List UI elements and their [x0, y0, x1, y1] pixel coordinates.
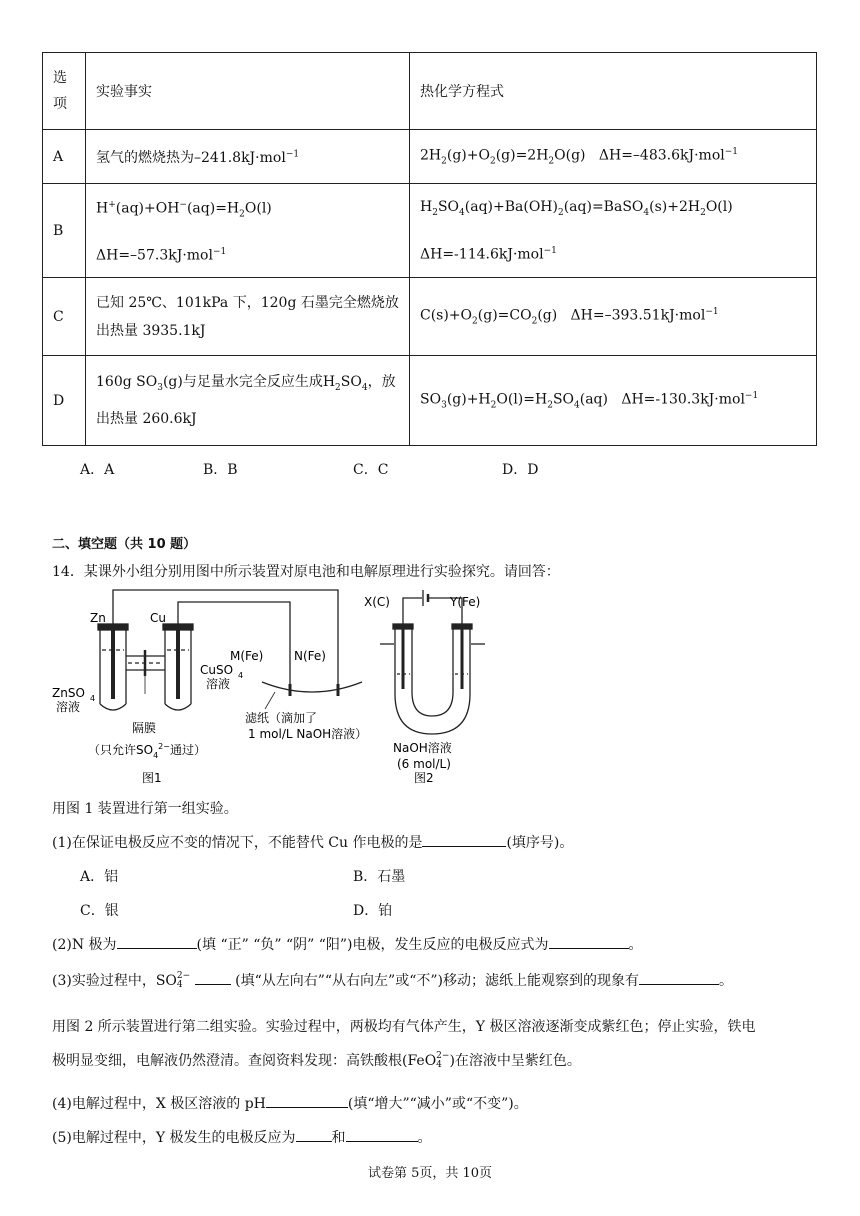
fig1-caption: 图1	[142, 771, 162, 785]
label-membrane-note: （只允许$SO_4^{2-}$通过）	[88, 742, 206, 760]
options-table	[42, 52, 817, 446]
row-a-fact: 氢气的燃烧热为–241.8kJ·mol$^{-1}$	[86, 130, 410, 184]
label-naoh: NaOH溶液	[393, 741, 452, 755]
answer-blank-3a[interactable]	[195, 970, 231, 985]
fig2-caption: 图2	[414, 771, 434, 785]
label-cuso4: CuSO	[200, 663, 234, 677]
part-note-2a: 用图 2 所示装置进行第二组实验。实验过程中，两极均有气体产生，Y 极区溶液逐渐变成紫红色；停止实验，铁电	[52, 1019, 756, 1035]
label-cu: Cu	[150, 611, 166, 625]
page-footer: 试卷第 5页，共 10页	[367, 1166, 493, 1181]
option-b[interactable]: B．石墨	[353, 869, 406, 885]
row-c-key: C	[43, 278, 86, 356]
q14-intro: 14．某课外小组分别用图中所示装置对原电池和电解原理进行实验探究。请回答：	[52, 564, 560, 580]
part-note-2b: 极明显变细，电解液仍然澄清。查阅资料发现：高铁酸根(FeO2− 4 )在溶液中呈紫红色。	[52, 1051, 581, 1070]
answer-blank-1[interactable]	[422, 832, 506, 847]
choice-d[interactable]: D．D	[502, 462, 539, 478]
answer-blank-3b[interactable]	[639, 970, 719, 985]
answer-blank-5a[interactable]	[296, 1127, 332, 1142]
q14-part4: (4)电解过程中，X 极区溶液的 pH (填“增大”“减小”或“不变”)。	[52, 1093, 528, 1113]
label-cuso4-sub: 4	[238, 671, 244, 680]
answer-blank-4[interactable]	[266, 1093, 348, 1108]
label-filter-paper: 滤纸（滴加了	[245, 711, 318, 725]
label-y: Y(Fe)	[450, 595, 481, 609]
answer-blank-5b[interactable]	[346, 1127, 418, 1142]
section-title: 二、填空题（共 10 题）	[52, 537, 197, 552]
label-n: N(Fe)	[294, 649, 326, 663]
row-c-equation: $C(s)+O_2(g)=CO_2(g)$ ΔH=–393.51kJ·mol$^{-1}$	[410, 278, 817, 356]
label-znso4: ZnSO	[52, 686, 85, 700]
part-note-1: 用图 1 装置进行第一组实验。	[52, 801, 238, 817]
row-b-key: B	[43, 184, 86, 278]
figures-illustration	[50, 584, 481, 789]
choice-a[interactable]: A．A	[80, 462, 115, 478]
row-d-equation: $SO_3(g)+H_2O(l)=H_2SO_4(aq)$ ΔH=-130.3kJ·mol$^{-1}$	[410, 356, 817, 446]
header-option: 选项	[43, 53, 86, 130]
answer-blank-2a[interactable]	[117, 934, 197, 949]
q14-part3: (3)实验过程中，SO2− 4 (填“从左向右”“从右向左”或“不”)移动；滤纸上能观察到的现象有 。	[52, 971, 733, 990]
label-cuso4-solution: 溶液	[206, 677, 231, 691]
label-x: X(C)	[364, 595, 390, 609]
label-naoh-conc: (6 mol/L)	[397, 757, 451, 771]
q14-part2: (2)N 极为 (填 “正” “负” “阴” “阳”)电极，发生反应的电极反应式为 。	[52, 934, 643, 954]
row-d-fact: 160g $SO_3(g)$与足量水完全反应生成$H_2SO_4$，放出热量 260.6kJ	[86, 356, 410, 446]
choice-b[interactable]: B．B	[203, 462, 238, 478]
row-a-equation: $2H_2(g)+O_2(g)=2H_2O(g)$ ΔH=–483.6kJ·mol$^{-1}$	[410, 130, 817, 184]
row-a-key: A	[43, 130, 86, 184]
row-d-key: D	[43, 356, 86, 446]
choice-c[interactable]: C．C	[353, 462, 389, 478]
option-d[interactable]: D．铂	[353, 903, 393, 919]
header-equation: 热化学方程式	[410, 53, 817, 130]
option-c[interactable]: C．银	[80, 903, 119, 919]
q14-part1: (1)在保证电极反应不变的情况下，不能替代 Cu 作电极的是 (填序号)。	[52, 832, 573, 852]
label-membrane: 隔膜	[132, 721, 157, 735]
q14-part5: (5)电解过程中，Y 极发生的电极反应为 和 。	[52, 1127, 432, 1147]
row-b-fact: $H^+(aq)+OH^-(aq)=H_2O(l)$ ΔH=–57.3kJ·mol$^{-1}$	[86, 184, 410, 278]
label-znso4-sub: 4	[90, 694, 96, 703]
label-m: M(Fe)	[230, 649, 264, 663]
label-naoh-1m: 1 mol/L NaOH溶液）	[248, 727, 368, 741]
row-c-fact: 已知 25℃、101kPa 下，120g 石墨完全燃烧放出热量 3935.1kJ	[86, 278, 410, 356]
option-a[interactable]: A．铝	[80, 869, 119, 885]
header-fact: 实验事实	[86, 53, 410, 130]
answer-blank-2b[interactable]	[549, 934, 629, 949]
label-zn: Zn	[90, 611, 106, 625]
row-b-equation: $H_2SO_4(aq)+Ba(OH)_2(aq)=BaSO_4(s)+2H_2O(l)$ ΔH=-114.6kJ·mol$^{-1}$	[410, 184, 817, 278]
label-znso4-solution: 溶液	[56, 700, 81, 714]
